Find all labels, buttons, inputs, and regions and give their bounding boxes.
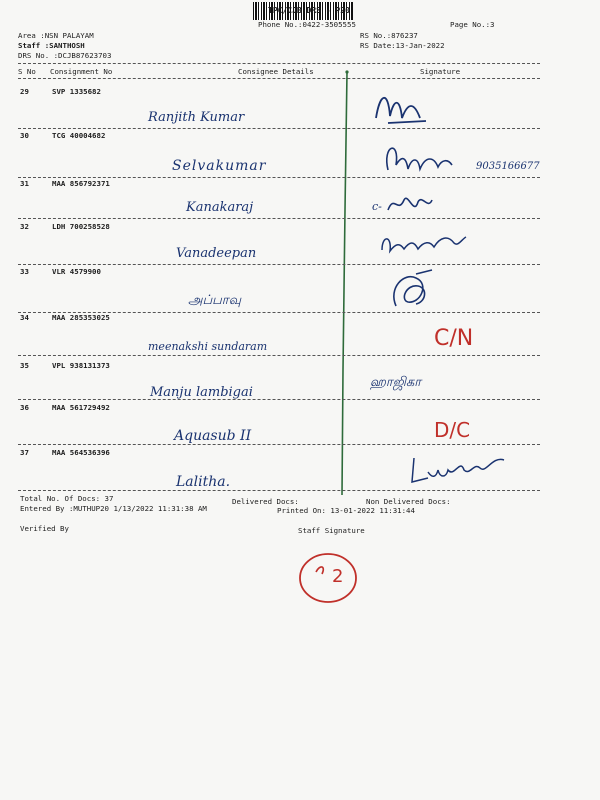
row-number: 36: [20, 403, 29, 412]
signature-note: c-: [372, 200, 382, 213]
row-divider: [18, 355, 540, 356]
signature-mark: [378, 135, 478, 180]
row-divider: [18, 399, 540, 400]
signature-mark: [386, 268, 446, 313]
signature-mark: [384, 190, 444, 220]
row-divider: [18, 490, 540, 491]
consignment-number: MAA 856792371: [52, 179, 110, 188]
page-number: Page No.:3: [450, 20, 495, 29]
row-number: 33: [20, 267, 29, 276]
row-number: 35: [20, 361, 29, 370]
phone-number: Phone No.:0422-3505555: [258, 20, 356, 29]
circled-mark: [296, 550, 366, 610]
consignment-number: SVP 1335682: [52, 87, 101, 96]
rs-number: RS No.:876237: [360, 31, 418, 40]
column-signature: Signature: [420, 67, 461, 76]
column-consignee: Consignee Details: [238, 67, 314, 76]
row-divider: [18, 128, 540, 129]
total-docs: Total No. Of Docs: 37: [20, 494, 114, 503]
column-s-no: S No: [18, 67, 36, 76]
consignee-handwriting: Manju lambigai: [150, 385, 253, 400]
printed-on: Printed On: 13-01-2022 11:31:44: [277, 506, 415, 515]
consignee-handwriting: Lalitha.: [176, 474, 231, 490]
row-divider: [18, 264, 540, 265]
consignment-number: MAA 564536396: [52, 448, 110, 457]
drs-number: DRS No. :DCJB87623703: [18, 51, 112, 60]
verified-by: Verified By: [20, 524, 69, 533]
staff-label: Staff :SANTHOSH: [18, 41, 85, 50]
row-number: 37: [20, 448, 29, 457]
column-consignment: Consignment No: [50, 67, 113, 76]
consignee-handwriting: அப்பாவு: [188, 293, 242, 308]
signature-note: ஹாஜிகா: [370, 375, 422, 390]
entered-by: Entered By :MUTHUP20 1/13/2022 11:31:38 AM: [20, 504, 207, 513]
row-number: 29: [20, 87, 29, 96]
consignment-number: VPL 938131373: [52, 361, 110, 370]
row-number: 30: [20, 131, 29, 140]
row-number: 34: [20, 313, 29, 322]
circled-mark-text: 2: [332, 566, 344, 587]
signature-note: D/C: [434, 418, 471, 442]
consignee-handwriting: Selvakumar: [172, 158, 267, 174]
signature-note: C/N: [434, 326, 474, 351]
row-number: 31: [20, 179, 29, 188]
area-label: Area :NSN PALAYAM: [18, 31, 94, 40]
signature-note: 9035166677: [476, 161, 540, 172]
header-divider: [18, 63, 540, 64]
delivered-docs: Delivered Docs:: [232, 497, 299, 506]
consignee-handwriting: Aquasub II: [174, 428, 252, 444]
staff-signature: Staff Signature: [298, 526, 365, 535]
consignment-number: TCG 40004682: [52, 131, 106, 140]
row-number: 32: [20, 222, 29, 231]
consignment-number: VLR 4579900: [52, 267, 101, 276]
row-divider: [18, 444, 540, 445]
consignee-handwriting: meenakshi sundaram: [148, 340, 268, 353]
signature-mark: [378, 225, 478, 260]
column-divider: [18, 78, 540, 79]
document-title: TPC/CJB DRS - P20: [268, 6, 350, 15]
consignment-number: MAA 561729492: [52, 403, 110, 412]
signature-mark: [404, 448, 514, 488]
row-divider: [18, 177, 540, 178]
row-divider: [18, 218, 540, 219]
consignee-handwriting: Vanadeepan: [176, 246, 257, 261]
signature-mark: [368, 88, 448, 128]
column-vertical-divider: [330, 70, 360, 500]
consignment-number: LDH 700258528: [52, 222, 110, 231]
consignee-handwriting: Ranjith Kumar: [148, 110, 245, 125]
consignment-number: MAA 285353025: [52, 313, 110, 322]
rs-date: RS Date:13-Jan-2022: [360, 41, 445, 50]
consignee-handwriting: Kanakaraj: [186, 200, 254, 215]
non-delivered-docs: Non Delivered Docs:: [366, 497, 451, 506]
